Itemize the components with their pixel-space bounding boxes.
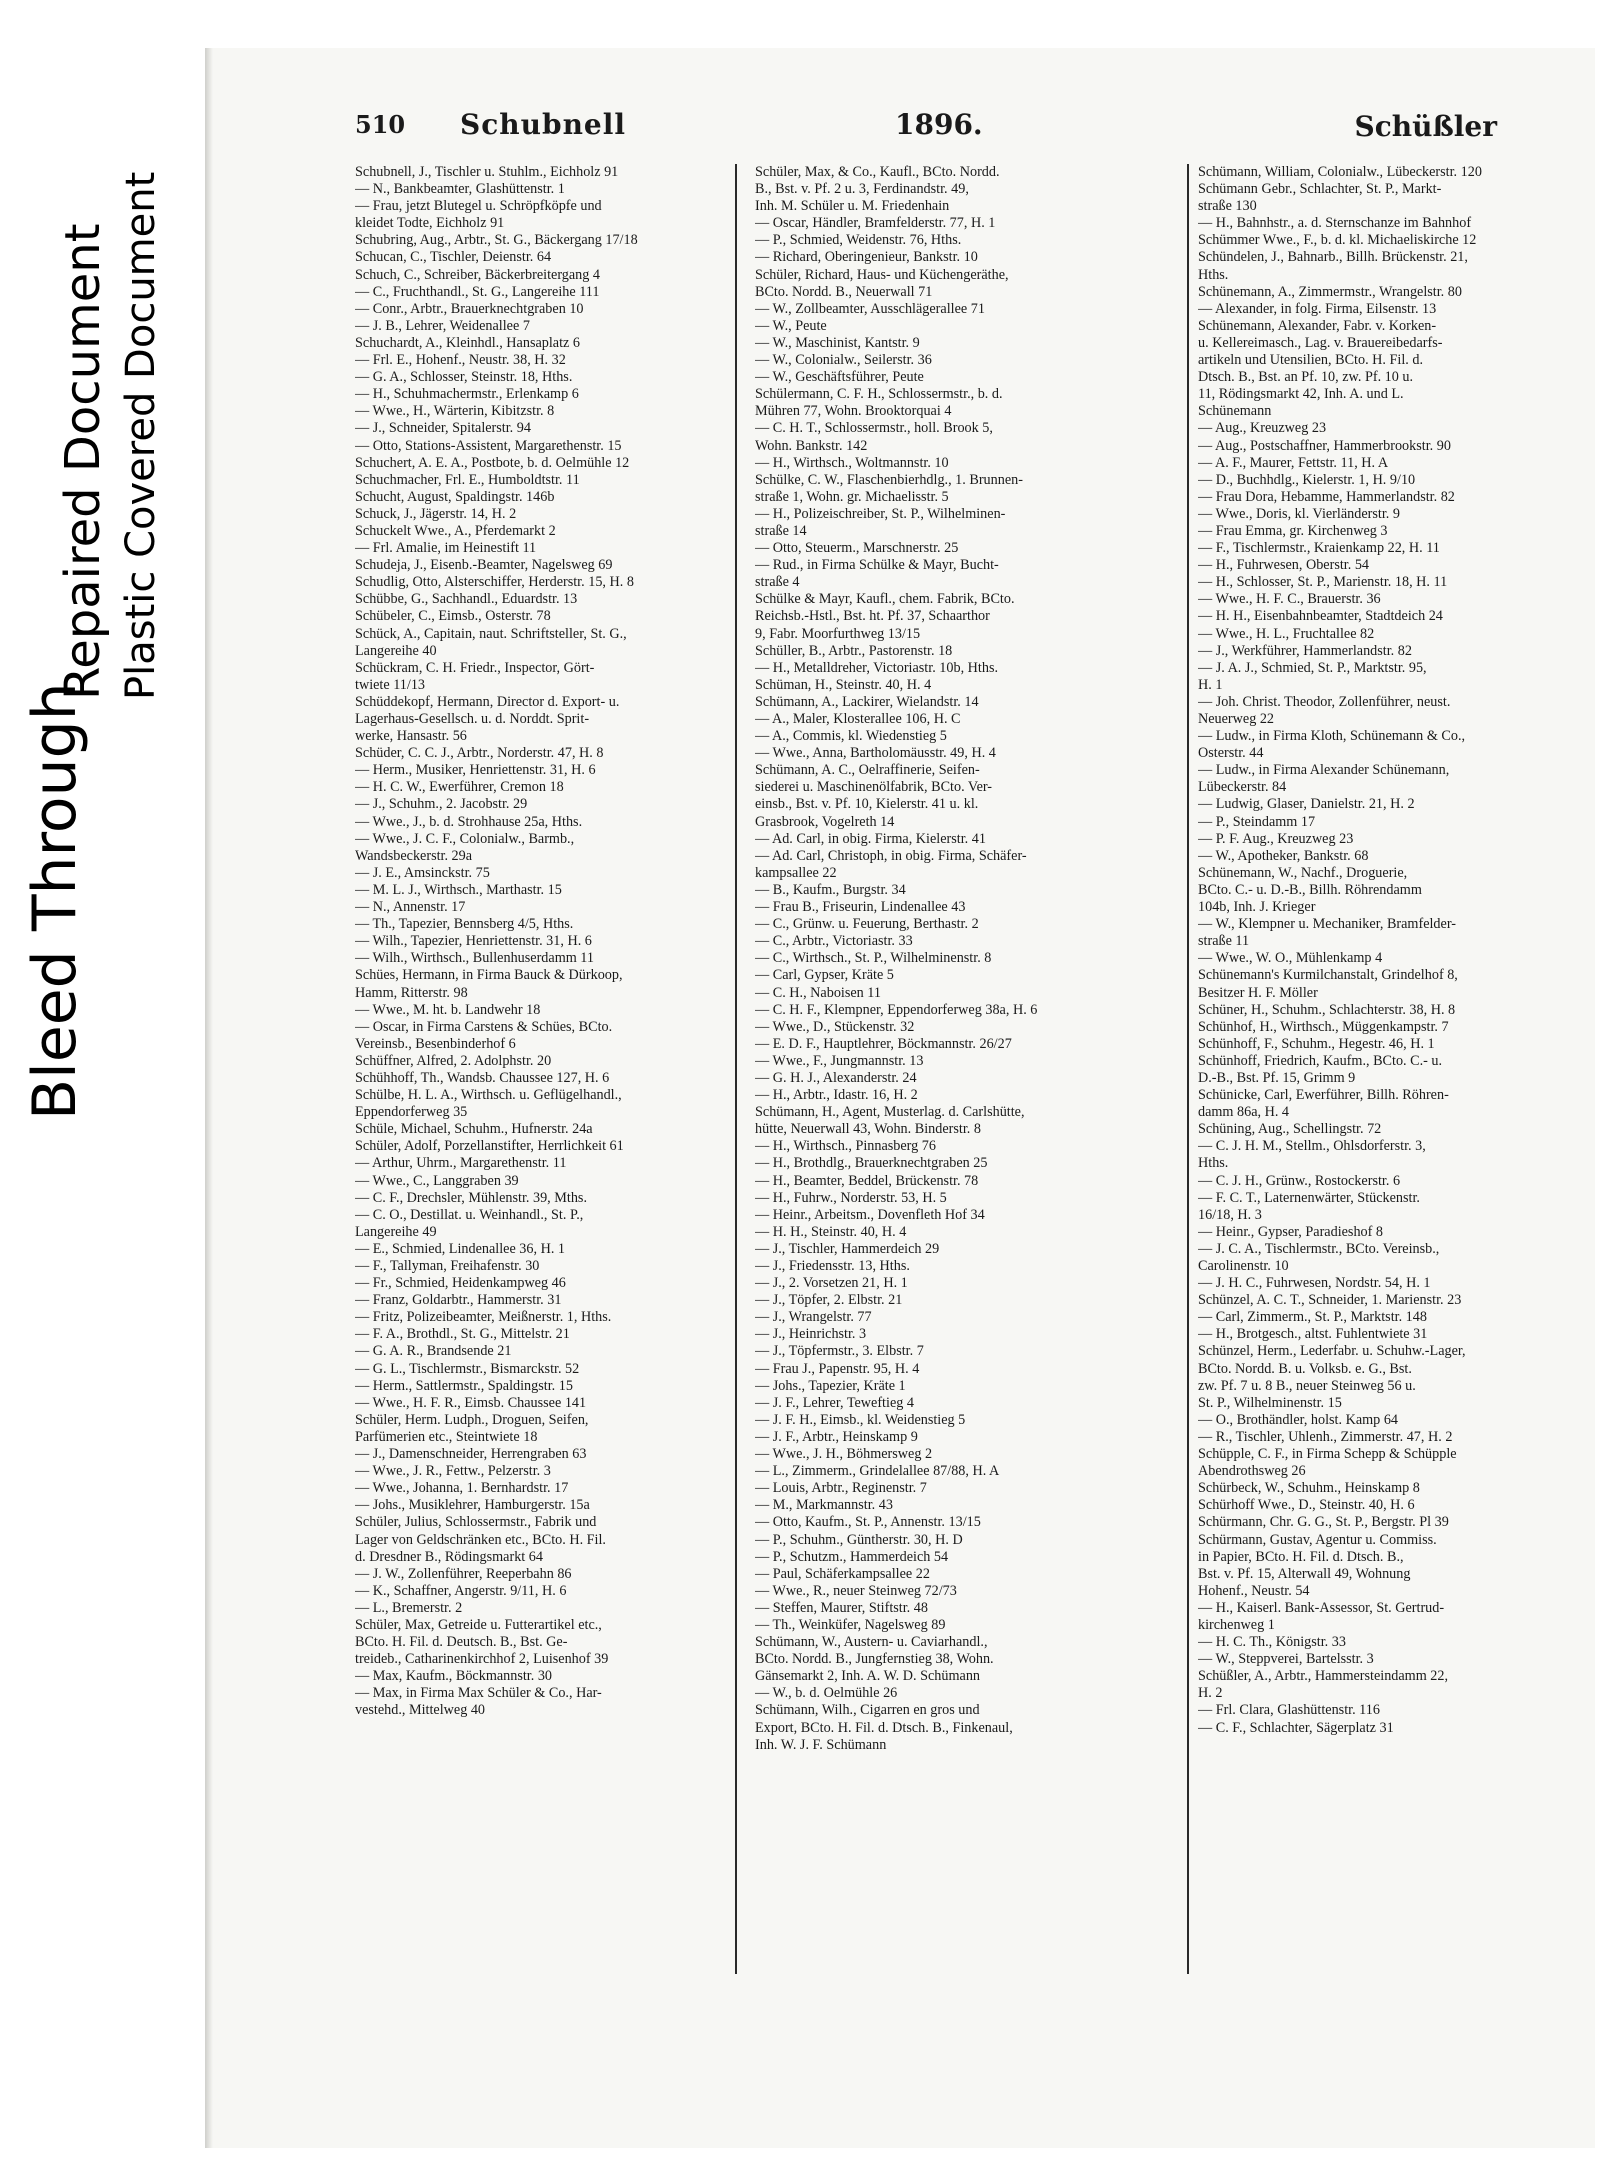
directory-entry-line: — J., Schuhm., 2. Jacobstr. 29 (355, 796, 528, 813)
directory-entry-line: — P., Schuhm., Güntherstr. 30, H. D (755, 1531, 963, 1548)
directory-entry-line: Schubring, Aug., Arbtr., St. G., Bäckergang 17/18 (355, 232, 638, 249)
directory-entry-line: — Frl. E., Hohenf., Neustr. 38, H. 32 (355, 352, 566, 369)
directory-entry-line: — F., Tallyman, Freihafenstr. 30 (355, 1258, 540, 1274)
directory-entry-line: — M., Markmannstr. 43 (755, 1497, 893, 1514)
plastic-covered-label: Plastic Covered Document (118, 171, 164, 700)
directory-entry-line: Hths. (1198, 266, 1229, 283)
directory-entry-line: Schümann Gebr., Schlachter, St. P., Markt- (1198, 181, 1442, 198)
directory-entry-line: Schünemann's Kurmilchanstalt, Grindelhof 8, (1198, 967, 1458, 984)
page-number: 510 (355, 110, 406, 139)
directory-entry-line: einsb., Bst. v. Pf. 10, Kielerstr. 41 u. kl. (755, 796, 979, 813)
directory-entry-line: — Frl. Amalie, im Heinestift 11 (355, 540, 537, 557)
directory-entry-line: Eppendorferweg 35 (355, 1104, 468, 1121)
page-header (355, 82, 1577, 142)
directory-entry-line: Schües, Hermann, in Firma Bauck & Dürkoop, (355, 967, 623, 984)
directory-entry-line: — A., Commis, kl. Wiedenstieg 5 (755, 728, 947, 745)
directory-entry-line: Schübbe, G., Sachhandl., Eduardstr. 13 (355, 591, 578, 608)
directory-entry-line: — J. A. J., Schmied, St. P., Marktstr. 95, (1198, 659, 1427, 676)
directory-entry-line: — Wwe., M. ht. b. Landwehr 18 (355, 1001, 541, 1018)
directory-entry-line: — Herm., Musiker, Henriettenstr. 31, H. 6 (355, 762, 596, 779)
directory-entry-line: — C., Arbtr., Victoriastr. 33 (755, 933, 913, 950)
directory-entry-line: — H., Brotgesch., altst. Fuhlentwiete 31 (1198, 1326, 1428, 1343)
directory-entry-line: Langereihe 40 (355, 642, 437, 659)
directory-entry-line: twiete 11/13 (355, 676, 426, 693)
directory-entry-line: Neuerweg 22 (1198, 711, 1275, 727)
directory-entry-line: — H., Polizeischreiber, St. P., Wilhelminen- (755, 505, 1006, 522)
directory-entry-line: Schück, A., Capitain, naut. Schriftsteller, St. G., (355, 625, 627, 642)
directory-entry-line: siederei u. Maschinenölfabrik, BCto. Ver- (755, 779, 993, 796)
directory-entry-line: 11, Rödingsmarkt 42, Inh. A. und L. (1198, 386, 1404, 403)
directory-entry-line: — Louis, Arbtr., Reginenstr. 7 (755, 1480, 927, 1497)
directory-entry-line: Abendrothsweg 26 (1198, 1463, 1306, 1480)
directory-entry-line: — Paul, Schäferkampsallee 22 (755, 1565, 930, 1582)
directory-entry-line: — H. C. Th., Königstr. 33 (1198, 1634, 1346, 1651)
directory-entry-line: — C. H. F., Klempner, Eppendorferweg 38a, H. 6 (755, 1001, 1038, 1018)
directory-entry-line: — W., Geschäftsführer, Peute (755, 369, 924, 386)
directory-entry-line: Schünzel, A. C. T., Schneider, 1. Marienstr. 23 (1198, 1292, 1462, 1309)
directory-entry-line: — G. L., Tischlermstr., Bismarckstr. 52 (355, 1360, 580, 1377)
column-right (1198, 164, 1588, 2004)
directory-entry-line: — Otto, Steuerm., Marschnerstr. 25 (755, 540, 959, 557)
directory-entry-line: — C., Wirthsch., St. P., Wilhelminenstr. 8 (755, 950, 992, 967)
directory-entry-line: — Ad. Carl, Christoph, in obig. Firma, Schäfer- (755, 847, 1027, 864)
directory-entry-line: Schüler, Adolf, Porzellanstifter, Herrlichkeit 61 (355, 1138, 624, 1155)
directory-entry-line: — Wwe., H. F. C., Brauerstr. 36 (1198, 591, 1381, 608)
directory-entry-line: — Wwe., Johanna, 1. Bernhardstr. 17 (355, 1480, 569, 1497)
directory-entry-line: — Fritz, Polizeibeamter, Meißnerstr. 1, Hths. (355, 1309, 612, 1326)
directory-entry-line: — Th., Weinküfer, Nagelsweg 89 (755, 1616, 946, 1633)
directory-entry-line: — H., Wirthsch., Woltmannstr. 10 (755, 454, 949, 471)
directory-entry-line: — J. C. A., Tischlermstr., BCto. Vereinsb., (1198, 1240, 1440, 1257)
directory-entry-line: — C. J. H., Grünw., Rostockerstr. 6 (1198, 1172, 1401, 1189)
directory-entry-line: Schüddekopf, Hermann, Director d. Export- u. (355, 693, 620, 710)
directory-entry-line: — Conr., Arbtr., Brauerknechtgraben 10 (355, 300, 584, 317)
directory-entry-line: — H., Fuhrw., Norderstr. 53, H. 5 (755, 1189, 947, 1206)
directory-entry-line: — H., Fuhrwesen, Oberstr. 54 (1198, 557, 1370, 574)
directory-entry-line: Vereinsb., Besenbinderhof 6 (355, 1035, 516, 1052)
directory-entry-line: Inh. W. J. F. Schümann (755, 1736, 887, 1753)
directory-entry-line: H. 1 (1198, 676, 1223, 693)
directory-entry-line: — Wwe., F., Jungmannstr. 13 (755, 1052, 924, 1069)
directory-entry-line: — Carl, Zimmerm., St. P., Marktstr. 148 (1198, 1309, 1427, 1326)
directory-entry-line: Schuch, C., Schreiber, Bäckerbreitergang 4 (355, 266, 601, 283)
directory-entry-line: — J., Werkführer, Hammerlandstr. 82 (1198, 642, 1412, 659)
directory-entry-line: Schürmann, Gustav, Agentur u. Commiss. (1198, 1531, 1437, 1548)
directory-entry-line: Schüpple, C. F., in Firma Schepp & Schüpple (1198, 1446, 1457, 1463)
directory-entry-line: — H., Metalldreher, Victoriastr. 10b, Hths. (755, 659, 999, 676)
directory-entry-line: Hths. (1198, 1155, 1229, 1172)
directory-entry-line: — J., Damenschneider, Herrengraben 63 (355, 1446, 587, 1463)
directory-entry-line: — H., Schlosser, St. P., Marienstr. 18, H. 11 (1198, 574, 1448, 591)
directory-entry-line: Schünicke, Carl, Ewerführer, Billh. Röhren- (1198, 1087, 1449, 1104)
directory-entry-line: Schüffner, Alfred, 2. Adolphstr. 20 (355, 1052, 552, 1069)
column-divider (735, 164, 737, 1974)
directory-entry-line: — L., Zimmerm., Grindelallee 87/88, H. A (755, 1463, 1000, 1480)
directory-entry-line: Schüler, Max, & Co., Kaufl., BCto. Nordd. (755, 164, 1000, 180)
directory-entry-line: Hamm, Ritterstr. 98 (355, 984, 468, 1001)
directory-entry-line: — Wwe., R., neuer Steinweg 72/73 (755, 1582, 957, 1599)
directory-entry-line: Schüman, H., Steinstr. 40, H. 4 (755, 676, 932, 693)
directory-entry-line: BCto. Nordd. B., Jungfernstieg 38, Wohn. (755, 1651, 994, 1668)
directory-entry-line: — Wwe., H. F. R., Eimsb. Chaussee 141 (355, 1394, 587, 1411)
directory-entry-line: damm 86a, H. 4 (1198, 1104, 1290, 1121)
directory-entry-line: Schülermann, C. F. H., Schlossermstr., b. d. (755, 386, 1003, 403)
directory-entry-line: — J., Töpfer, 2. Elbstr. 21 (755, 1292, 903, 1309)
directory-entry-line: — H., Beamter, Beddel, Brückenstr. 78 (755, 1172, 979, 1189)
directory-entry-line: — Frau B., Friseurin, Lindenallee 43 (755, 899, 966, 916)
directory-entry-line: Schuckelt Wwe., A., Pferdemarkt 2 (355, 522, 556, 539)
directory-entry-line: — W., Steppverei, Bartelsstr. 3 (1198, 1651, 1374, 1668)
directory-entry-line: — M. L. J., Wirthsch., Marthastr. 15 (355, 881, 562, 898)
directory-entry-line: d. Dresdner B., Rödingsmarkt 64 (355, 1548, 543, 1565)
directory-entry-line: Schüder, C. C. J., Arbtr., Norderstr. 47, H. 8 (355, 745, 604, 762)
directory-entry-line: — H., Arbtr., Idastr. 16, H. 2 (755, 1087, 918, 1104)
directory-entry-line: — E., Schmied, Lindenallee 36, H. 1 (355, 1240, 566, 1257)
directory-entry-line: — Wwe., H. L., Fruchtallee 82 (1198, 625, 1375, 642)
page-edge (205, 48, 213, 2148)
directory-entry-line: BCto. Nordd. B. u. Volksb. e. G., Bst. (1198, 1360, 1412, 1377)
directory-entry-line: Schülbe, H. L. A., Wirthsch. u. Geflügelhandl., (355, 1087, 622, 1104)
directory-entry-line: — Franz, Goldarbtr., Hammerstr. 31 (355, 1292, 562, 1309)
directory-entry-line: BCto. Nordd. B., Neuerwall 71 (755, 283, 933, 300)
directory-entry-line: Schümann, Wilh., Cigarren en gros und (755, 1702, 980, 1719)
directory-entry-line: straße 11 (1198, 933, 1250, 950)
directory-entry-line: H. 2 (1198, 1685, 1223, 1702)
directory-entry-line: Bst. v. Pf. 15, Alterwall 49, Wohnung (1198, 1565, 1411, 1582)
directory-entry-line: — N., Annenstr. 17 (355, 899, 466, 916)
directory-entry-line: 104b, Inh. J. Krieger (1198, 899, 1316, 916)
directory-entry-line: — W., Peute (755, 317, 827, 334)
directory-entry-line: — P., Steindamm 17 (1198, 813, 1316, 830)
directory-entry-line: Schünhoff, F., Schuhm., Hegestr. 46, H. 1 (1198, 1035, 1435, 1052)
bleed-through-label: Bleed Through (20, 682, 90, 1120)
directory-entry-line: Wandsbeckerstr. 29a (355, 847, 473, 864)
directory-entry-line: — E. D. F., Hauptlehrer, Böckmannstr. 26/27 (755, 1035, 1012, 1052)
column-left (355, 164, 725, 2004)
directory-entry-line: Dtsch. B., Bst. an Pf. 10, zw. Pf. 10 u. (1198, 369, 1414, 386)
directory-entry-line: — Ludw., in Firma Alexander Schünemann, (1198, 762, 1450, 779)
directory-entry-line: — Aug., Kreuzweg 23 (1198, 420, 1327, 437)
directory-entry-line: Schümann, W., Austern- u. Caviarhandl., (755, 1634, 988, 1651)
left-running-head: Schubnell (460, 108, 627, 141)
directory-entry-line: Schümann, William, Colonialw., Lübeckerstr. 120 (1198, 164, 1482, 180)
directory-entry-line: — Wwe., Doris, kl. Vierländerstr. 9 (1198, 505, 1400, 522)
directory-entry-line: B., Bst. v. Pf. 2 u. 3, Ferdinandstr. 49, (755, 181, 969, 198)
directory-entry-line: — J. F. H., Eimsb., kl. Weidenstieg 5 (755, 1411, 966, 1428)
directory-entry-line: — R., Tischler, Uhlenh., Zimmerstr. 47, H. 2 (1198, 1428, 1453, 1445)
directory-entry-line: Schünzel, Herm., Lederfabr. u. Schuhw.-Lager, (1198, 1343, 1466, 1360)
directory-entry-line: Schuchardt, A., Kleinhdl., Hansaplatz 6 (355, 334, 580, 351)
directory-entry-line: — Frau Dora, Hebamme, Hammerlandstr. 82 (1198, 488, 1455, 505)
directory-entry-line: — Ludw., in Firma Kloth, Schünemann & Co., (1198, 728, 1466, 745)
directory-entry-line: — C., Grünw. u. Feuerung, Berthastr. 2 (755, 916, 979, 933)
directory-entry-line: — Aug., Postschaffner, Hammerbrookstr. 90 (1198, 437, 1451, 454)
directory-entry-line: artikeln und Utensilien, BCto. H. Fil. d. (1198, 352, 1424, 369)
directory-entry-line: Schuchert, A. E. A., Postbote, b. d. Oelmühle 12 (355, 454, 630, 471)
directory-entry-line: — Heinr., Gypser, Paradieshof 8 (1198, 1223, 1384, 1240)
directory-entry-line: zw. Pf. 7 u. 8 B., neuer Steinweg 56 u. (1198, 1377, 1416, 1394)
directory-entry-line: — Otto, Kaufm., St. P., Annenstr. 13/15 (755, 1514, 981, 1531)
directory-entry-line: — Wwe., C., Langgraben 39 (355, 1172, 519, 1189)
directory-entry-line: — Carl, Gypser, Kräte 5 (755, 967, 894, 984)
directory-entry-line: — C. O., Destillat. u. Weinhandl., St. P., (355, 1206, 584, 1223)
directory-entry-line: — Max, Kaufm., Böckmannstr. 30 (355, 1668, 553, 1685)
directory-entry-line: Parfümerien etc., Steintwiete 18 (355, 1428, 538, 1445)
directory-entry-line: St. P., Wilhelminenstr. 15 (1198, 1394, 1342, 1411)
directory-entry-line: Lagerhaus-Gesellsch. u. d. Norddt. Sprit- (355, 711, 590, 727)
directory-entry-line: — Steffen, Maurer, Stiftstr. 48 (755, 1599, 928, 1616)
directory-entry-line: Schürmann, Chr. G. G., St. P., Bergstr. Pl 39 (1198, 1514, 1449, 1531)
directory-entry-line: — J., Heinrichstr. 3 (755, 1326, 867, 1343)
directory-entry-line: — J. F., Arbtr., Heinskamp 9 (755, 1428, 918, 1445)
directory-entry-line: straße 1, Wohn. gr. Michaelisstr. 5 (755, 488, 949, 505)
directory-entry-line: — L., Bremerstr. 2 (355, 1599, 463, 1616)
directory-entry-line: — H. H., Eisenbahnbeamter, Stadtdeich 24 (1198, 608, 1443, 625)
directory-entry-line: — J., 2. Vorsetzen 21, H. 1 (755, 1275, 908, 1292)
directory-entry-line: — J., Friedensstr. 13, Hths. (755, 1258, 910, 1274)
directory-entry-line: — Wwe., H., Wärterin, Kibitzstr. 8 (355, 403, 555, 420)
directory-entry-line: Schünemann, W., Nachf., Droguerie, (1198, 864, 1408, 881)
directory-entry-line: — Wwe., Anna, Bartholomäusstr. 49, H. 4 (755, 745, 996, 762)
directory-entry-line: — C. H. T., Schlossermstr., holl. Brook 5, (755, 420, 993, 437)
directory-entry-line: D.-B., Bst. Pf. 15, Grimm 9 (1198, 1069, 1356, 1086)
directory-entry-line: — N., Bankbeamter, Glashüttenstr. 1 (355, 181, 565, 198)
directory-entry-line: Schürhoff Wwe., D., Steinstr. 40, H. 6 (1198, 1497, 1415, 1514)
directory-entry-line: Wohn. Bankstr. 142 (755, 437, 868, 454)
directory-entry-line: — P., Schutzm., Hammerdeich 54 (755, 1548, 949, 1565)
directory-entry-line: — Th., Tapezier, Bennsberg 4/5, Hths. (355, 916, 574, 933)
directory-entry-line: — Heinr., Arbeitsm., Dovenfleth Hof 34 (755, 1206, 985, 1223)
directory-entry-line: — B., Kaufm., Burgstr. 34 (755, 881, 906, 898)
directory-entry-line: Schünhof, H., Wirthsch., Müggenkampstr. 7 (1198, 1018, 1449, 1035)
directory-entry-line: straße 14 (755, 522, 807, 539)
directory-entry-line: — Arthur, Uhrm., Margarethenstr. 11 (355, 1155, 567, 1172)
directory-entry-line: — Wwe., D., Stückenstr. 32 (755, 1018, 915, 1035)
directory-entry-line: treideb., Catharinenkirchhof 2, Luisenhof 39 (355, 1651, 609, 1668)
directory-entry-line: straße 4 (755, 574, 800, 591)
directory-entry-line: — Oscar, Händler, Bramfelderstr. 77, H. 1 (755, 215, 996, 232)
directory-entry-line: Schünemann, Alexander, Fabr. v. Korken- (1198, 317, 1437, 334)
right-running-head: Schüßler (1354, 110, 1497, 143)
directory-entry-line: — K., Schaffner, Angerstr. 9/11, H. 6 (355, 1582, 567, 1599)
directory-entry-line: — G. A., Schlosser, Steinstr. 18, Hths. (355, 369, 573, 386)
directory-entry-line: — H. H., Steinstr. 40, H. 4 (755, 1223, 907, 1240)
directory-entry-line: Schünemann, A., Zimmermstr., Wrangelstr. 80 (1198, 283, 1462, 300)
directory-entry-line: — F. A., Brothdl., St. G., Mittelstr. 21 (355, 1326, 570, 1343)
directory-entry-line: Lübeckerstr. 84 (1198, 779, 1287, 796)
directory-entry-line: — H., Kaiserl. Bank-Assessor, St. Gertrud- (1198, 1599, 1445, 1616)
directory-entry-line: — J. E., Amsinckstr. 75 (355, 864, 490, 881)
left-margin (0, 0, 205, 2177)
directory-entry-line: kleidet Todte, Eichholz 91 (355, 215, 505, 232)
directory-entry-line: — G. A. R., Brandsende 21 (355, 1343, 512, 1360)
directory-entry-line: — Wilh., Tapezier, Henriettenstr. 31, H. 6 (355, 933, 592, 950)
directory-entry-line: hütte, Neuerwall 43, Wohn. Binderstr. 8 (755, 1121, 981, 1138)
directory-entry-line: Mühren 77, Wohn. Brooktorquai 4 (755, 403, 952, 420)
directory-entry-line: Schucan, C., Tischler, Deienstr. 64 (355, 249, 552, 266)
directory-entry-line: Schünemann (1198, 403, 1272, 420)
directory-entry-line: — J., Schneider, Spitalerstr. 94 (355, 420, 531, 437)
directory-entry-line: — C., Fruchthandl., St. G., Langereihe 111 (355, 283, 600, 300)
directory-entry-line: — Frau, jetzt Blutegel u. Schröpfköpfe und (355, 198, 602, 215)
directory-entry-line: — Johs., Musiklehrer, Hamburgerstr. 15a (355, 1497, 590, 1514)
directory-entry-line: Schüner, H., Schuhm., Schlachterstr. 38, H. 8 (1198, 1001, 1456, 1018)
directory-entry-line: — W., Zollbeamter, Ausschlägerallee 71 (755, 300, 985, 317)
directory-entry-line: in Papier, BCto. H. Fil. d. Dtsch. B., (1198, 1548, 1404, 1565)
directory-entry-line: kirchenweg 1 (1198, 1616, 1275, 1633)
directory-entry-line: BCto. H. Fil. d. Deutsch. B., Bst. Ge- (355, 1634, 568, 1651)
directory-entry-line: Schümmer Wwe., F., b. d. kl. Michaeliskirche 12 (1198, 232, 1477, 249)
directory-entry-line: Besitzer H. F. Möller (1198, 984, 1318, 1001)
directory-entry-line: Reichsb.-Hstl., Bst. ht. Pf. 37, Schaarthor (755, 608, 990, 625)
directory-entry-line: Schübeler, C., Eimsb., Osterstr. 78 (355, 608, 551, 625)
directory-entry-line: — J. F., Lehrer, Teweftieg 4 (755, 1394, 914, 1411)
directory-entry-line: kampsallee 22 (755, 864, 837, 881)
directory-entry-line: Schückram, C. H. Friedr., Inspector, Gört- (355, 659, 595, 676)
directory-entry-line: 9, Fabr. Moorfurthweg 13/15 (755, 625, 921, 642)
directory-entry-line: — P. F. Aug., Kreuzweg 23 (1198, 830, 1354, 847)
directory-entry-line: Osterstr. 44 (1198, 745, 1264, 762)
directory-entry-line: Schülke & Mayr, Kaufl., chem. Fabrik, BCto. (755, 591, 1015, 608)
directory-entry-line: BCto. C.- u. D.-B., Billh. Röhrendamm (1198, 881, 1422, 898)
directory-entry-line: Schüle, Michael, Schuhm., Hufnerstr. 24a (355, 1121, 593, 1138)
directory-entry-line: Schuchmacher, Frl. E., Humboldtstr. 11 (355, 471, 580, 488)
directory-entry-line: werke, Hansastr. 56 (355, 728, 467, 745)
directory-entry-line: — Fr., Schmied, Heidenkampweg 46 (355, 1275, 566, 1292)
directory-entry-line: — J., Tischler, Hammerdeich 29 (755, 1240, 940, 1257)
directory-entry-line: Schudeja, J., Eisenb.-Beamter, Nagelsweg 69 (355, 557, 613, 574)
directory-entry-line: Schümann, A., Lackirer, Wielandstr. 14 (755, 693, 979, 710)
directory-entry-line: Schüler, Julius, Schlossermstr., Fabrik und (355, 1514, 597, 1531)
directory-entry-line: Schüller, B., Arbtr., Pastorenstr. 18 (755, 642, 953, 659)
directory-entry-line: Schuck, J., Jägerstr. 14, H. 2 (355, 505, 517, 522)
directory-entry-line: — H., Brothdlg., Brauerknechtgraben 25 (755, 1155, 988, 1172)
directory-entry-line: — J., Töpfermstr., 3. Elbstr. 7 (755, 1343, 924, 1360)
directory-entry-line: — G. H. J., Alexanderstr. 24 (755, 1069, 917, 1086)
directory-entry-line: Schümann, H., Agent, Musterlag. d. Carlshütte, (755, 1104, 1025, 1121)
directory-entry-line: — Otto, Stations-Assistent, Margarethenstr. 15 (355, 437, 622, 454)
directory-entry-line: — Wwe., J. H., Böhmersweg 2 (755, 1446, 933, 1463)
directory-entry-line: — H., Bahnhstr., a. d. Sternschanze im Bahnhof (1198, 215, 1472, 232)
directory-entry-line: — C. J. H. M., Stellm., Ohlsdorferstr. 3, (1198, 1138, 1426, 1155)
directory-entry-line: Langereihe 49 (355, 1223, 437, 1240)
directory-entry-line: Inh. M. Schüler u. M. Friedenhain (755, 198, 950, 215)
directory-entry-line: Schudlig, Otto, Alsterschiffer, Herderstr. 15, H. 8 (355, 574, 634, 591)
directory-entry-line: — H., Schuhmachermstr., Erlenkamp 6 (355, 386, 579, 403)
directory-entry-line: Schucht, August, Spaldingstr. 146b (355, 488, 555, 505)
directory-entry-line: — O., Brothändler, holst. Kamp 64 (1198, 1411, 1399, 1428)
directory-entry-line: u. Kellereimasch., Lag. v. Brauereibedarfs- (1198, 334, 1443, 351)
directory-entry-line: — W., Maschinist, Kantstr. 9 (755, 334, 920, 351)
directory-page (205, 48, 1595, 2148)
directory-entry-line: — A. F., Maurer, Fettstr. 11, H. A (1198, 454, 1389, 471)
directory-entry-line: Schüler, Max, Getreide u. Futterartikel etc., (355, 1616, 602, 1633)
directory-entry-line: — Wilh., Wirthsch., Bullenhuserdamm 11 (355, 950, 594, 967)
directory-entry-line: Lager von Geldschränken etc., BCto. H. Fil. (355, 1531, 606, 1548)
directory-entry-line: — Johs., Tapezier, Kräte 1 (755, 1377, 906, 1394)
directory-entry-line: — Herm., Sattlermstr., Spaldingstr. 15 (355, 1377, 573, 1394)
directory-entry-line: — J., Wrangelstr. 77 (755, 1309, 872, 1326)
directory-entry-line: — A., Maler, Klosterallee 106, H. C (755, 711, 961, 727)
directory-entry-line: Schühhoff, Th., Wandsb. Chaussee 127, H. 6 (355, 1069, 610, 1086)
column-divider (1187, 164, 1189, 1974)
directory-entry-line: — W., Apotheker, Bankstr. 68 (1198, 847, 1369, 864)
directory-entry-line: — Frau J., Papenstr. 95, H. 4 (755, 1360, 920, 1377)
directory-entry-line: — J. W., Zollenführer, Reeperbahn 86 (355, 1565, 572, 1582)
year-heading: 1896. (895, 108, 983, 141)
column-middle (755, 164, 1180, 2004)
directory-entry-line: Schüler, Richard, Haus- und Küchengeräthe, (755, 266, 1009, 283)
directory-entry-line: — Oscar, in Firma Carstens & Schües, BCto. (355, 1018, 613, 1035)
directory-entry-line: — Ludwig, Glaser, Danielstr. 21, H. 2 (1198, 796, 1415, 813)
directory-entry-line: — Joh. Christ. Theodor, Zollenführer, neust. (1198, 693, 1451, 710)
directory-entry-line: — Alexander, in folg. Firma, Eilsenstr. 13 (1198, 300, 1437, 317)
directory-entry-line: — Rud., in Firma Schülke & Mayr, Bucht- (755, 557, 999, 574)
directory-entry-line: — Wwe., W. O., Mühlenkamp 4 (1198, 950, 1383, 967)
directory-entry-line: Grasbrook, Vogelreth 14 (755, 813, 895, 830)
directory-entry-line: — C. H., Naboisen 11 (755, 984, 881, 1001)
directory-entry-line: — W., Klempner u. Mechaniker, Bramfelder- (1198, 916, 1456, 933)
directory-entry-line: Carolinenstr. 10 (1198, 1258, 1289, 1274)
directory-entry-line: — H. C. W., Ewerführer, Cremon 18 (355, 779, 564, 796)
directory-entry-line: Schüßler, A., Arbtr., Hammersteindamm 22, (1198, 1668, 1449, 1685)
directory-entry-line: — C. F., Schlachter, Sägerplatz 31 (1198, 1719, 1394, 1736)
directory-entry-line: Schürbeck, W., Schuhm., Heinskamp 8 (1198, 1480, 1420, 1497)
directory-entry-line: Hohenf., Neustr. 54 (1198, 1582, 1310, 1599)
directory-entry-line: Export, BCto. H. Fil. d. Dtsch. B., Finkenaul, (755, 1719, 1013, 1736)
directory-entry-line: vestehd., Mittelweg 40 (355, 1702, 486, 1719)
directory-entry-line: Schubnell, J., Tischler u. Stuhlm., Eichholz 91 (355, 164, 619, 180)
directory-entry-line: Schüning, Aug., Schellingstr. 72 (1198, 1121, 1382, 1138)
directory-entry-line: — J. B., Lehrer, Weidenallee 7 (355, 317, 530, 334)
directory-entry-line: — C. F., Drechsler, Mühlenstr. 39, Mths. (355, 1189, 587, 1206)
directory-entry-line: — D., Buchhdlg., Kielerstr. 1, H. 9/10 (1198, 471, 1416, 488)
directory-entry-line: Schünhoff, Friedrich, Kaufm., BCto. C.- u. (1198, 1052, 1443, 1069)
directory-entry-line: Schümann, A. C., Oelraffinerie, Seifen- (755, 762, 980, 779)
directory-entry-line: — Wwe., J. R., Fettw., Pelzerstr. 3 (355, 1463, 551, 1480)
directory-entry-line: Schüler, Herm. Ludph., Droguen, Seifen, (355, 1411, 589, 1428)
directory-entry-line: 16/18, H. 3 (1198, 1206, 1262, 1223)
directory-entry-line: — Frl. Clara, Glashüttenstr. 116 (1198, 1702, 1380, 1719)
directory-entry-line: — P., Schmied, Weidenstr. 76, Hths. (755, 232, 962, 249)
directory-entry-line: — Wwe., J. C. F., Colonialw., Barmb., (355, 830, 575, 847)
directory-entry-line: — F., Tischlermstr., Kraienkamp 22, H. 11 (1198, 540, 1440, 557)
directory-entry-line: — W., Colonialw., Seilerstr. 36 (755, 352, 932, 369)
directory-entry-line: Gänsemarkt 2, Inh. A. W. D. Schümann (755, 1668, 981, 1685)
directory-entry-line: — J. H. C., Fuhrwesen, Nordstr. 54, H. 1 (1198, 1275, 1431, 1292)
directory-entry-line: straße 130 (1198, 198, 1257, 215)
directory-entry-line: — Max, in Firma Max Schüler & Co., Har- (355, 1685, 602, 1702)
directory-entry-line: — Richard, Oberingenieur, Bankstr. 10 (755, 249, 978, 266)
directory-entry-line: — F. C. T., Laternenwärter, Stückenstr. (1198, 1189, 1420, 1206)
directory-entry-line: — W., b. d. Oelmühle 26 (755, 1685, 898, 1702)
directory-entry-line: — H., Wirthsch., Pinnasberg 76 (755, 1138, 936, 1155)
directory-entry-line: — Frau Emma, gr. Kirchenweg 3 (1198, 522, 1388, 539)
repaired-document-label: Repaired Document (55, 223, 111, 700)
directory-entry-line: — Ad. Carl, in obig. Firma, Kielerstr. 41 (755, 830, 986, 847)
directory-entry-line: Schündelen, J., Bahnarb., Billh. Brückenstr. 21, (1198, 249, 1468, 266)
directory-entry-line: Schülke, C. W., Flaschenbierhdlg., 1. Brunnen- (755, 471, 1023, 488)
directory-entry-line: — Wwe., J., b. d. Strohhause 25a, Hths. (355, 813, 583, 830)
